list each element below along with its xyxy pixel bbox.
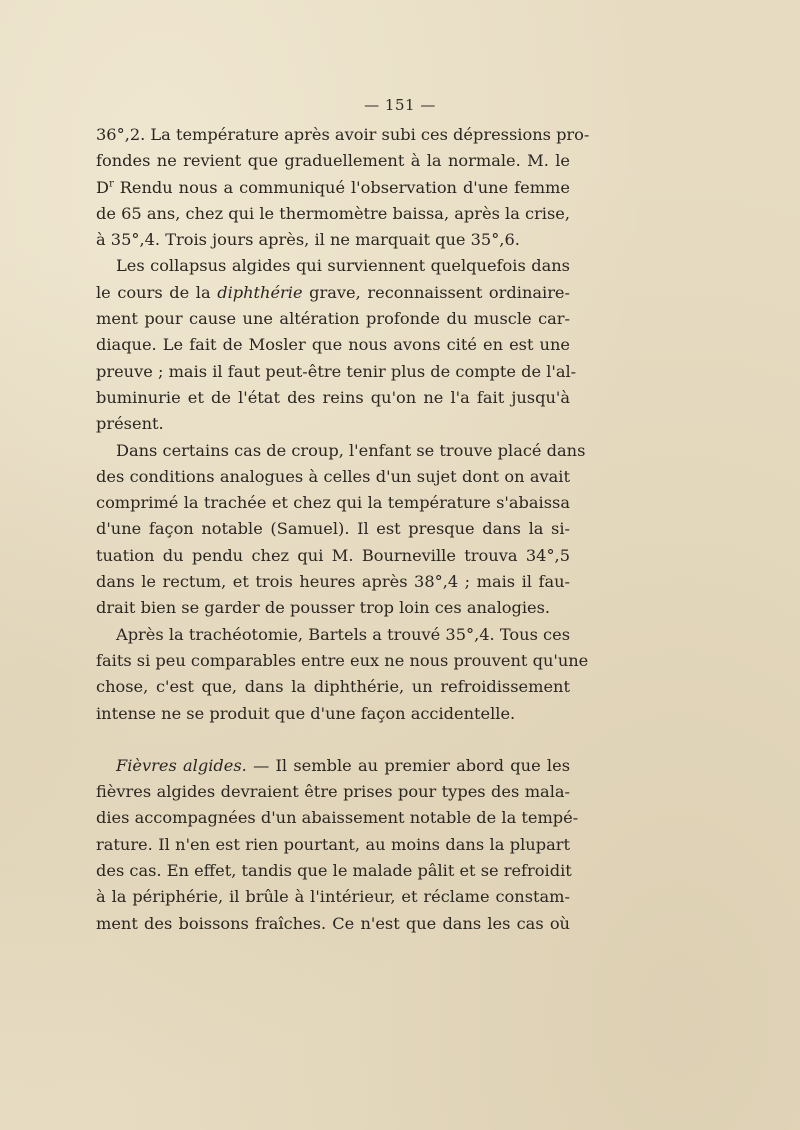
text-line: Après la trachéotomie, Bartels a trouvé 35°,4. Tous ces xyxy=(116,624,570,644)
text-line: le cours de la diphthérie grave, reconnaissent ordinaire- xyxy=(96,282,570,302)
body-text xyxy=(96,122,590,937)
text-line: à 35°,4. Trois jours après, il ne marquait que 35°,6. xyxy=(96,230,520,250)
text-line: buminurie et de l'état des reins qu'on ne l'a fait jusqu'à xyxy=(96,387,570,407)
text-line: fièvres algides devraient être prises pour types des mala- xyxy=(96,782,570,802)
text-line: d'une façon notable (Samuel). Il est presque dans la si- xyxy=(96,519,570,539)
text-line: présent. xyxy=(96,414,164,434)
text-line: drait bien se garder de pousser trop loin ces analogies. xyxy=(96,598,551,618)
text-line: Fièvres algides. — Il semble au premier abord que les xyxy=(116,755,570,775)
text-line: dies accompagnées d'un abaissement notable de la tempé- xyxy=(96,808,579,828)
page-number: — 151 — xyxy=(364,96,436,114)
text-line: 36°,2. La température après avoir subi ces dépressions pro- xyxy=(96,125,590,144)
text-line: tuation du pendu chez qui M. Bourneville trouva 34°,5 xyxy=(96,545,570,565)
text-line: diaque. Le fait de Mosler que nous avons cité en est une xyxy=(96,335,570,355)
text-line: Dans certains cas de croup, l'enfant se trouve placé dans xyxy=(116,440,586,460)
text-line: preuve ; mais il faut peut-être tenir plus de compte de l'al- xyxy=(96,361,577,381)
text-line: de 65 ans, chez qui le thermomètre baissa, après la crise, xyxy=(96,203,571,223)
text-line: intense ne se produit que d'une façon accidentelle. xyxy=(96,703,516,723)
text-line: comprimé la trachée et chez qui la température s'abaissa xyxy=(96,493,570,513)
text-line: chose, c'est que, dans la diphthérie, un refroidissement xyxy=(96,677,570,697)
text-line: ment des boissons fraîches. Ce n'est que dans les cas où xyxy=(96,913,570,933)
text-line: rature. Il n'en est rien pourtant, au moins dans la plupart xyxy=(96,834,570,854)
paragraph-2 xyxy=(96,253,577,437)
text-line: des conditions analogues à celles d'un sujet dont on avait xyxy=(96,466,570,486)
text-line: à la périphérie, il brûle à l'intérieur, et réclame constam- xyxy=(96,887,570,907)
paragraph-5 xyxy=(96,753,579,937)
text-line: fondes ne revient que graduellement à la normale. M. le xyxy=(96,151,570,171)
section-gap xyxy=(96,727,570,753)
paragraph-3 xyxy=(96,438,586,622)
text-line: ment pour cause une altération profonde du muscle car- xyxy=(96,309,570,329)
text-line: Les collapsus algides qui surviennent quelquefois dans xyxy=(116,256,570,276)
text-line: faits si peu comparables entre eux ne nous prouvent qu'une xyxy=(96,650,589,670)
text-line: des cas. En effet, tandis que le malade pâlit et se refroidit xyxy=(96,861,572,881)
text-line: dans le rectum, et trois heures après 38°,4 ; mais il fau- xyxy=(96,572,570,592)
paragraph-1 xyxy=(96,122,590,253)
paragraph-4 xyxy=(96,622,589,727)
text-line: $D^r$ Rendu nous a communiqué l'observation d'une femme xyxy=(96,177,570,197)
